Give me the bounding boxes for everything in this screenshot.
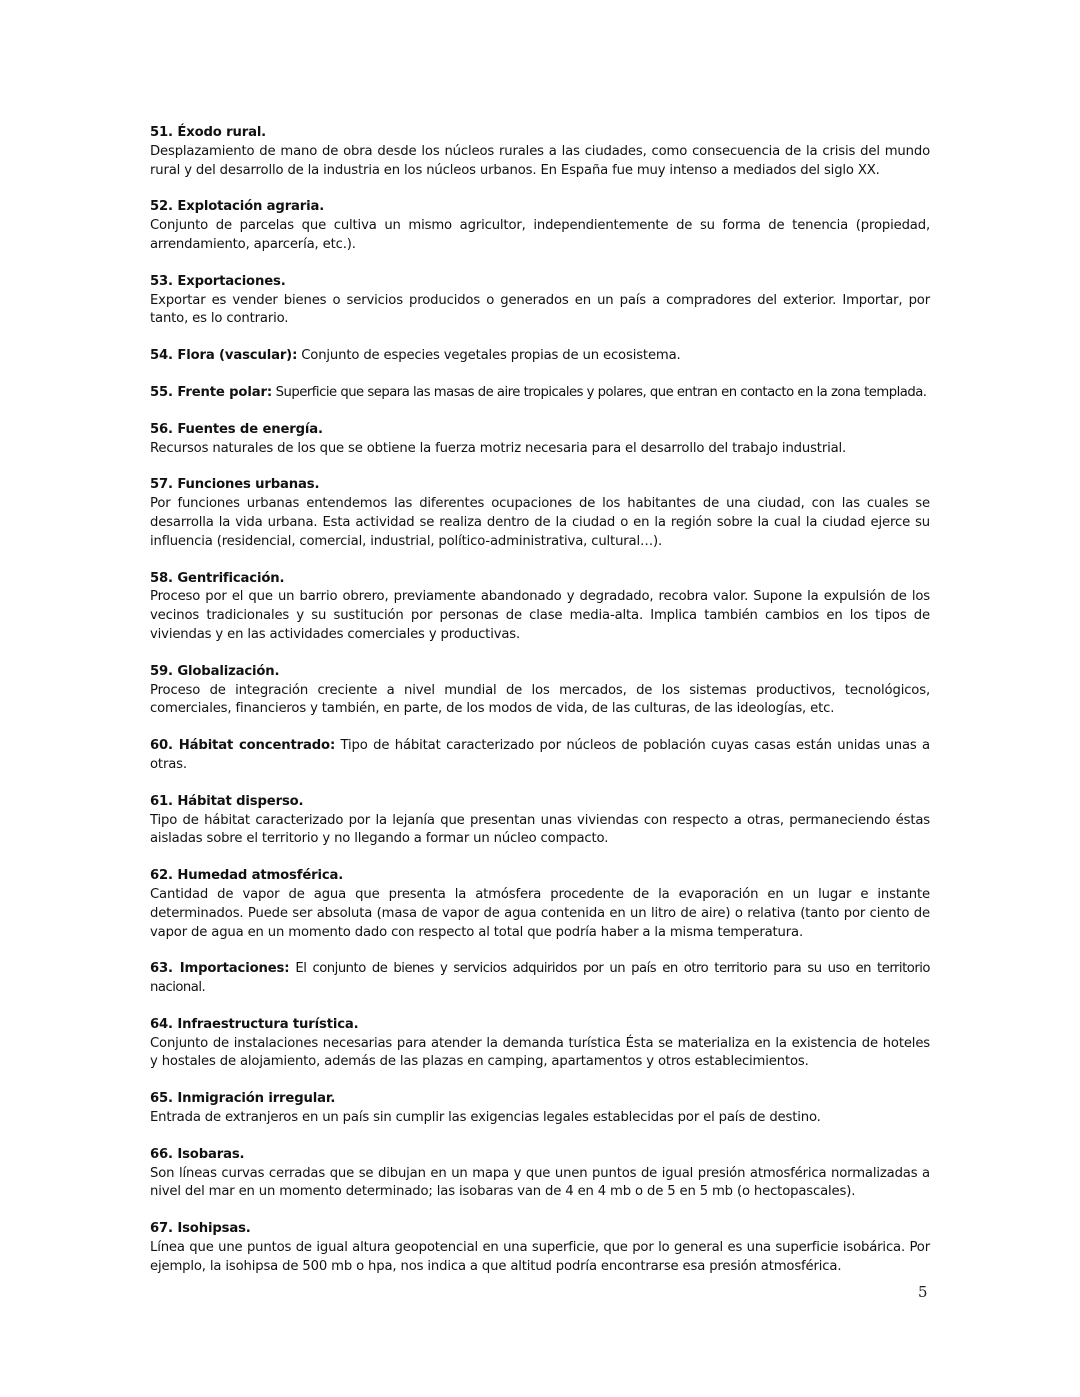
- glossary-entry-62: [150, 867, 930, 942]
- glossary-entry-55: [150, 384, 930, 403]
- entry-definition: El conjunto de bienes y servicios adquiridos por un país en otro territorio para su uso en territorio nacional.: [150, 961, 930, 996]
- glossary-entry-52: [150, 198, 930, 254]
- entry-title: 56. Fuentes de energía.: [150, 421, 323, 437]
- glossary-entry-59: [150, 663, 930, 719]
- entry-title: 59. Globalización.: [150, 663, 280, 679]
- entry-definition: Conjunto de instalaciones necesarias para atender la demanda turística Ésta se materializa en la existencia de hoteles y hostales de alojamiento, además de las plazas en camping, apartamentos y otros establecimientos.: [150, 1035, 930, 1070]
- glossary-entry-60: [150, 737, 930, 775]
- entry-definition: Conjunto de parcelas que cultiva un mismo agricultor, independientemente de su forma de tenencia (propiedad, arrendamiento, aparcería, etc.).: [150, 218, 930, 252]
- entry-definition: Por funciones urbanas entendemos las diferentes ocupaciones de los habitantes de una ciudad, con las cuales se desarrolla la vida urbana. Esta actividad se realiza dentro de la ciudad o en la región sobre la cual la ciudad ejerce su influencia (residencial, comercial, industrial, político-administrativa, cultural…).: [150, 496, 930, 549]
- glossary-content: [150, 124, 930, 1295]
- glossary-entry-51: [150, 124, 930, 180]
- glossary-entry-61: [150, 793, 930, 849]
- entry-definition: Tipo de hábitat caracterizado por núcleos de población cuyas casas están unidas unas a otras.: [150, 738, 930, 772]
- glossary-entry-63: [150, 960, 930, 998]
- entry-definition: Desplazamiento de mano de obra desde los núcleos rurales a las ciudades, como consecuencia de la crisis del mundo rural y del desarrollo de la industria en los núcleos urbanos. En España fue muy intenso a mediados del siglo XX.: [150, 143, 930, 178]
- entry-title: 51. Éxodo rural.: [150, 125, 267, 140]
- entry-title: 66. Isobaras.: [150, 1146, 245, 1162]
- entry-title: 62. Humedad atmosférica.: [150, 868, 344, 884]
- entry-title: 57. Funciones urbanas.: [150, 477, 320, 493]
- entry-title: 60. Hábitat concentrado:: [150, 738, 336, 754]
- glossary-entry-66: [150, 1146, 930, 1202]
- entry-title: 53. Exportaciones.: [150, 273, 286, 289]
- entry-title: 61. Hábitat disperso.: [150, 793, 304, 809]
- entry-definition: Conjunto de especies vegetales propias de un ecosistema.: [301, 348, 681, 364]
- entry-title: 58. Gentrificación.: [150, 570, 285, 586]
- entry-title: 63. Importaciones:: [150, 961, 290, 977]
- glossary-entry-57: [150, 476, 930, 551]
- entry-definition: Proceso de integración creciente a nivel mundial de los mercados, de los sistemas productivos, tecnológicos, comerciales, financieros y también, en parte, de los modos de vida, de las culturas, de las ideologías, etc.: [150, 682, 930, 717]
- entry-title: 64. Infraestructura turística.: [150, 1016, 359, 1032]
- entry-definition: Recursos naturales de los que se obtiene la fuerza motriz necesaria para el desarrollo del trabajo industrial.: [150, 440, 847, 456]
- glossary-entry-54: [150, 347, 930, 366]
- entry-definition: Cantidad de vapor de agua que presenta la atmósfera procedente de la evaporación en un lugar e instante determinados. Puede ser absoluta (masa de vapor de agua contenida en un litro de aire) o relativa (tanto por ciento de vapor de agua en un momento dado con respecto al total que podría haber a la misma temperatura.: [150, 886, 930, 940]
- entry-title: 55. Frente polar:: [150, 384, 272, 400]
- entry-definition: Línea que une puntos de igual altura geopotencial en una superficie, que por lo general es una superficie isobárica. Por ejemplo, la isohipsa de 500 mb o hpa, nos indica a que altitud podría encontrarse esa presión atmosférica.: [150, 1240, 930, 1274]
- entry-definition: Exportar es vender bienes o servicios producidos o generados en un país a compradores del exterior. Importar, por tanto, es lo contrario.: [150, 292, 930, 327]
- glossary-entry-67: [150, 1220, 930, 1276]
- glossary-entry-58: [150, 570, 930, 645]
- page-number: 5: [918, 1283, 928, 1301]
- glossary-entry-65: [150, 1090, 930, 1128]
- entry-definition: Tipo de hábitat caracterizado por la lejanía que presentan unas viviendas con respecto a otras, permaneciendo éstas aisladas sobre el territorio y no llegando a formar un núcleo compacto.: [150, 812, 930, 847]
- entry-definition: Superficie que separa las masas de aire tropicales y polares, que entran en contacto en la zona templada.: [275, 384, 927, 400]
- entry-title: 67. Isohipsas.: [150, 1221, 251, 1237]
- entry-title: 65. Inmigración irregular.: [150, 1091, 336, 1107]
- entry-definition: Proceso por el que un barrio obrero, previamente abandonado y degradado, recobra valor. Supone la expulsión de los vecinos tradicionales y su sustitución por personas de clase media-alta. Implica también cambios en los tipos de viviendas y en las actividades comerciales y productivas.: [150, 589, 930, 642]
- entry-title: 54. Flora (vascular):: [150, 348, 298, 364]
- entry-definition: Son líneas curvas cerradas que se dibujan en un mapa y que unen puntos de igual presión atmosférica normalizadas a nivel del mar en un momento determinado; las isobaras van de 4 en 4 mb o de 5 en 5 mb (o hectopascales).: [150, 1165, 930, 1200]
- entry-title: 52. Explotación agraria.: [150, 199, 325, 215]
- glossary-entry-53: [150, 273, 930, 329]
- glossary-entry-56: [150, 421, 930, 459]
- glossary-entry-64: [150, 1016, 930, 1072]
- entry-definition: Entrada de extranjeros en un país sin cumplir las exigencias legales establecidas por el país de destino.: [150, 1110, 821, 1126]
